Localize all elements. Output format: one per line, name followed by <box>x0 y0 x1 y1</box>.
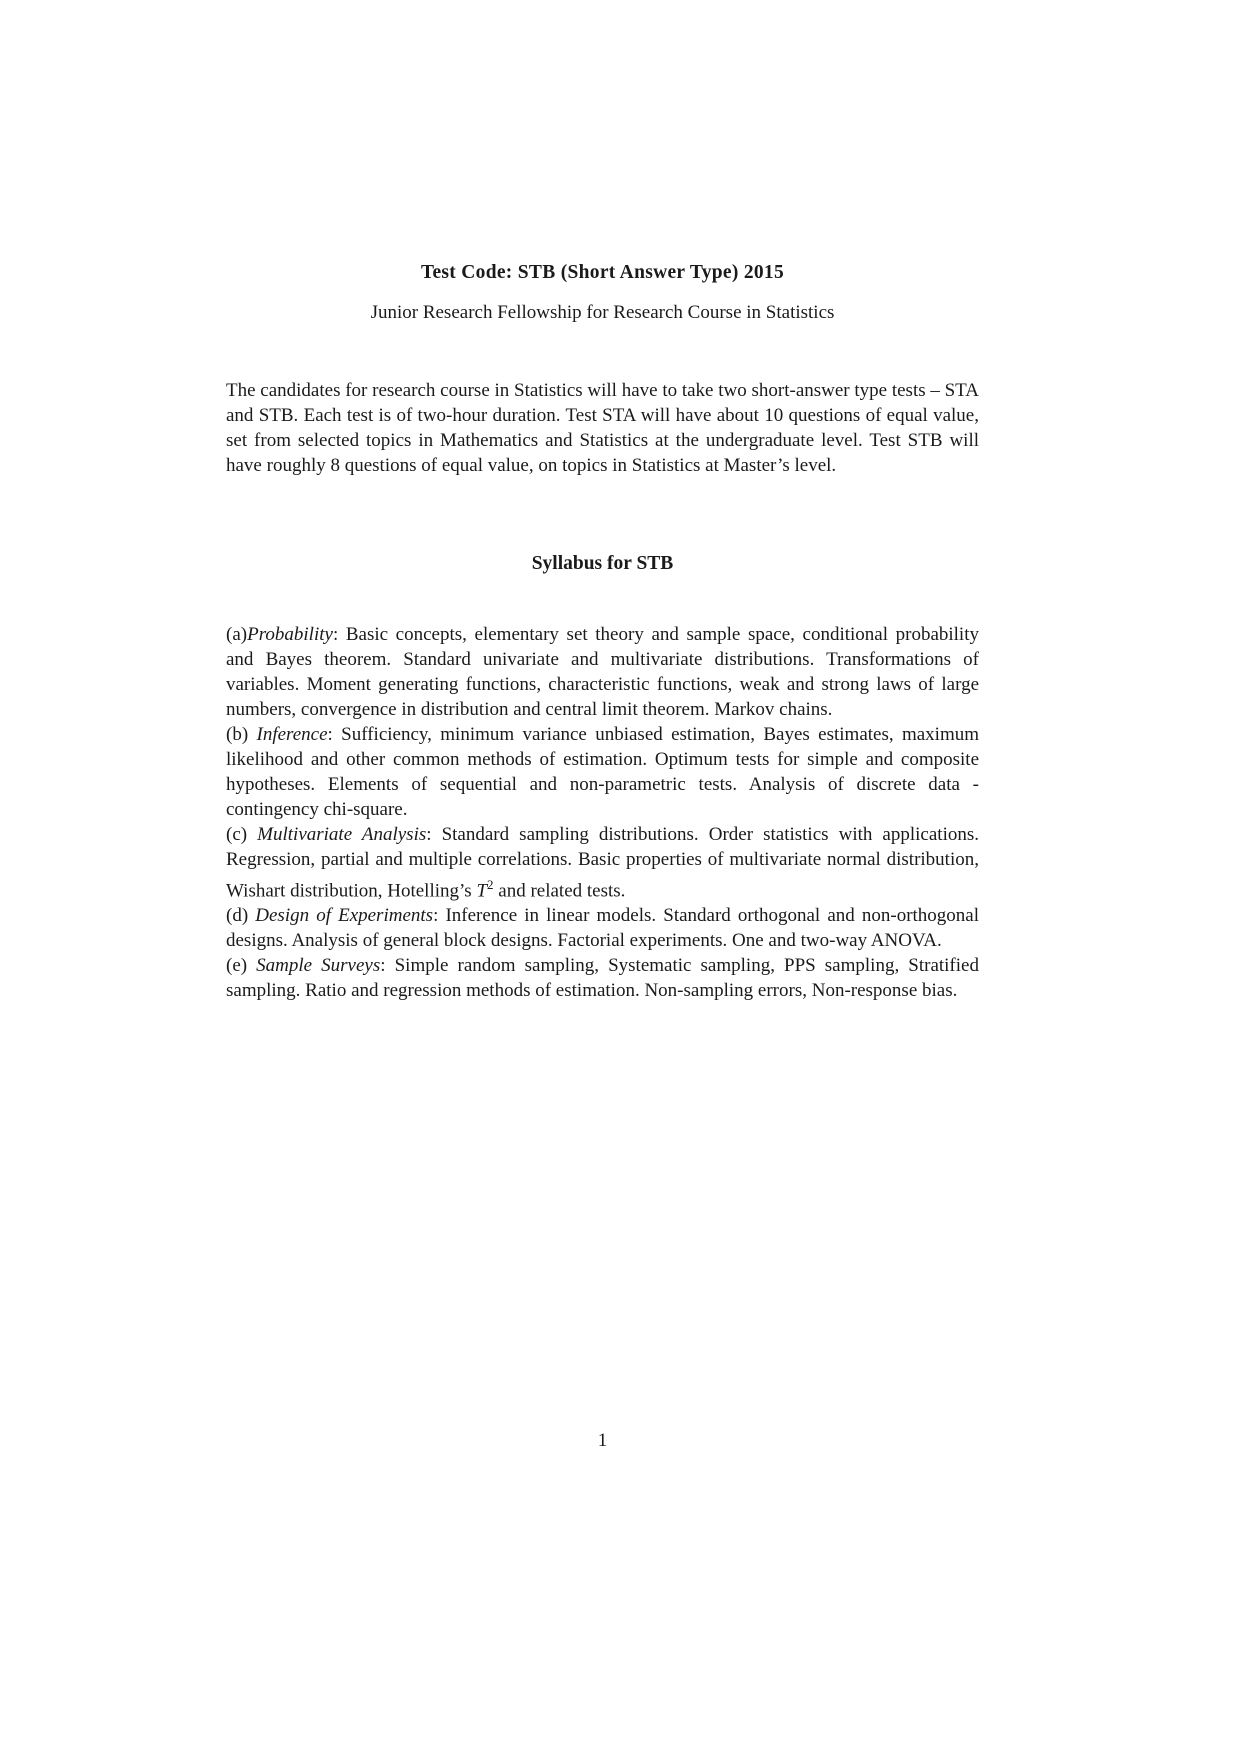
section-topic: Multivariate Analysis <box>257 824 427 845</box>
section-text: : Basic concepts, elementary set theory and sample space, conditional probability and Bayes theorem. Standard univariate and multivariate distributions. Transformations of variables. Moment generating functions, characteristic functions, weak and strong laws of large numbers, convergence in distribution and central limit theorem. Markov chains. <box>226 624 979 720</box>
section-label: (c) <box>226 824 258 845</box>
section-label: (d) <box>226 905 256 927</box>
document-title: Test Code: STB (Short Answer Type) 2015 <box>420 262 785 283</box>
section-text: : Simple random sampling, Systematic sampling, PPS sampling, Stratified sampling. Ratio and regression methods of estimation. Non-sampling errors, Non-response bias. <box>226 955 979 1002</box>
section-topic: Inference <box>256 724 328 745</box>
intro-paragraph: The candidates for research course in Statistics will have to take two short-answer type tests – STA and STB. Each test is of two-hour duration. Test STA will have about 10 questions of equal value, set from selected topics in Mathematics and Statistics at the undergraduate level. Test STB will have roughly 8 questions of equal value, on topics in Statistics at Master’s level. <box>226 380 979 476</box>
document-subtitle: Junior Research Fellowship for Research Course in Statistics <box>370 302 835 323</box>
section-label: (b) <box>226 724 257 745</box>
syllabus-section-sample-surveys <box>226 953 979 1003</box>
section-topic: Sample Surveys <box>256 955 381 977</box>
math-superscript: 2 <box>487 877 494 892</box>
section-label: (a) <box>226 624 248 645</box>
section-text-after: and related tests. <box>493 880 626 902</box>
section-text: : Inference in linear models. Standard orthogonal and non-orthogonal designs. Analysis of general block designs. Factorial experiments. One and two-way ANOVA. <box>226 905 980 952</box>
section-text: : Standard sampling distributions. Order statistics with applications. Regression, partial and multiple correlations. Basic properties of multivariate normal distribution, Wishart distribution, Hotelling’s <box>226 824 979 902</box>
page-number: 1 <box>597 1430 608 1451</box>
syllabus-section-inference <box>226 722 979 822</box>
math-symbol-t: T <box>476 880 488 902</box>
syllabus-section-multivariate-analysis <box>226 822 979 903</box>
syllabus-body <box>226 622 979 1003</box>
section-topic: Probability <box>247 624 333 645</box>
section-topic: Design of Experiments <box>255 905 434 927</box>
syllabus-section-design-of-experiments <box>226 903 979 953</box>
syllabus-section-probability <box>226 622 979 722</box>
section-label: (e) <box>226 955 257 977</box>
syllabus-heading: Syllabus for STB <box>531 553 674 574</box>
section-text: : Sufficiency, minimum variance unbiased estimation, Bayes estimates, maximum likelihood and other common methods of estimation. Optimum tests for simple and composite hypotheses. Elements of sequential and non-parametric tests. Analysis of discrete data - contingency chi-square. <box>226 724 980 820</box>
